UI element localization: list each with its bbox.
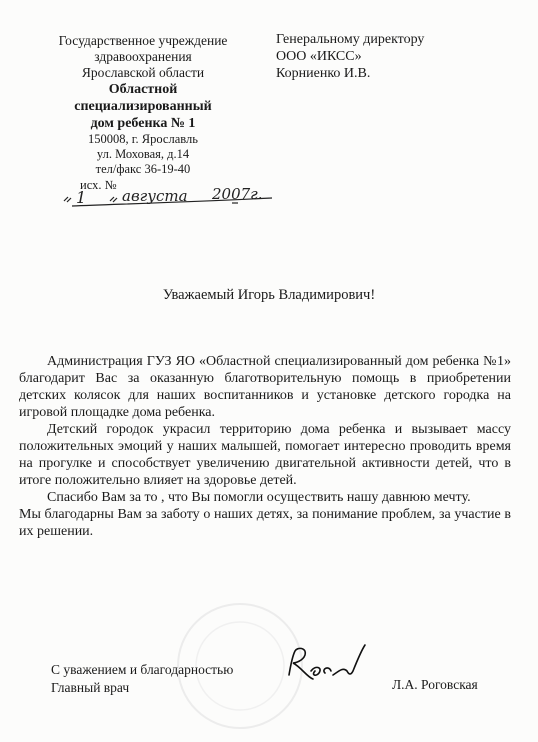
paragraph-1: Администрация ГУЗ ЯО «Областной специализированный дом ребенка №1» благодарит Вас за оказанную благотворительную помощь в приобретении детских колясок для наших воспитанников и установке детского городка на игровой площадке дома ребенка. bbox=[19, 354, 511, 420]
salutation: Уважаемый Игорь Владимирович! bbox=[162, 287, 376, 303]
date-month: августа bbox=[122, 187, 188, 205]
sender-line-2: здравоохранения bbox=[94, 49, 192, 64]
signatory-name: Л.А. Роговская bbox=[392, 677, 478, 692]
closing-line-1: С уважением и благодарностью bbox=[51, 662, 234, 677]
letter-body bbox=[19, 353, 511, 540]
paragraph-2: Детский городок украсил территорию дома ребенка и вызывает массу положительных эмоций у наших малышей, помогает интересно проводить время на прогулке и способствует увеличению двигательной активности детей, что в итоге положительно влияет на здоровье детей. bbox=[19, 422, 511, 488]
closing-block bbox=[51, 661, 233, 697]
recipient-line-2: ООО «ИКСС» bbox=[276, 49, 362, 64]
closing-line-2: Главный врач bbox=[51, 680, 130, 695]
sender-phone: тел/факс 36-19-40 bbox=[95, 162, 191, 176]
sender-org-2: специализированный bbox=[74, 99, 212, 114]
paragraph-4: Мы благодарны Вам за заботу о наших детях, за понимание проблем, за участие в их решении. bbox=[19, 507, 511, 539]
paragraph-3: Спасибо Вам за то , что Вы помогли осуществить нашу давнюю мечту. bbox=[47, 490, 471, 505]
recipient-line-1: Генеральному директору bbox=[276, 32, 425, 47]
sender-address-1: 150008, г. Ярославль bbox=[88, 132, 198, 146]
date-year: 2007г. bbox=[212, 185, 263, 203]
recipient-line-3: Корниенко И.В. bbox=[276, 66, 371, 81]
handwritten-signature bbox=[283, 641, 383, 691]
sender-line-1: Государственное учреждение bbox=[58, 33, 228, 48]
recipient-block bbox=[276, 31, 424, 82]
date-day: 1 bbox=[76, 188, 87, 207]
sender-org-1: Областной bbox=[108, 82, 178, 97]
date-svg bbox=[62, 183, 282, 213]
outgoing-number-label: исх. № bbox=[80, 178, 117, 192]
sender-block bbox=[38, 33, 248, 177]
handwritten-date bbox=[62, 183, 282, 213]
sender-address-2: ул. Моховая, д.14 bbox=[96, 147, 190, 161]
sender-line-3: Ярославской области bbox=[81, 65, 205, 80]
sender-org-3: дом ребенка № 1 bbox=[90, 116, 196, 131]
